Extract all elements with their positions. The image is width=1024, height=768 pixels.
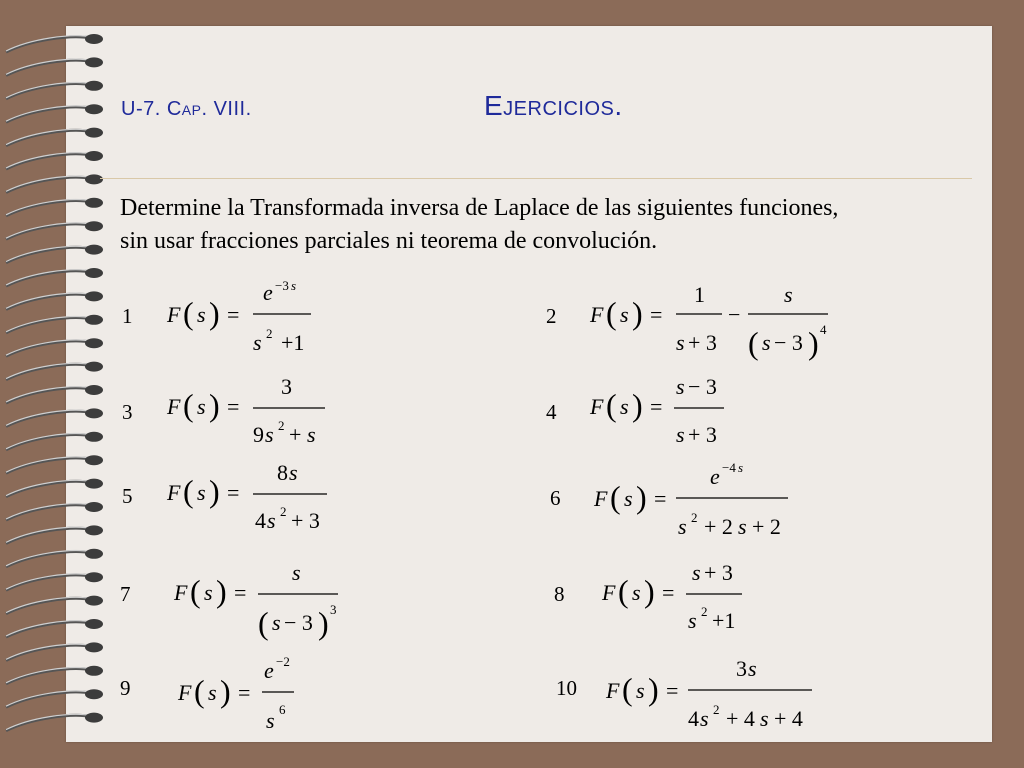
instructions (120, 192, 990, 258)
spiral-ring (6, 174, 103, 192)
svg-text:3: 3 (736, 656, 747, 681)
spiral-ring (6, 572, 103, 590)
svg-text:+1: +1 (712, 608, 736, 633)
svg-text:(: ( (183, 295, 194, 331)
spiral-ring (6, 642, 103, 660)
svg-text:F: F (174, 580, 188, 605)
spiral-ring (6, 104, 103, 122)
svg-text:s: s (265, 422, 274, 447)
svg-text:2: 2 (701, 604, 708, 619)
exercise-number-3: 3 (122, 400, 133, 424)
svg-text:s: s (197, 302, 206, 327)
svg-text:F: F (590, 302, 604, 327)
exercise-number-4: 4 (546, 400, 557, 424)
svg-text:): ) (644, 573, 655, 609)
svg-text:s: s (676, 422, 685, 447)
svg-text:s: s (272, 610, 281, 635)
svg-text:s: s (307, 422, 316, 447)
svg-text:s: s (676, 374, 685, 399)
svg-text:s: s (738, 514, 747, 539)
svg-text:s: s (197, 480, 206, 505)
instructions-line-2: sin usar fracciones parciales ni teorema de convolución. (120, 228, 658, 254)
svg-text:3: 3 (281, 374, 292, 399)
svg-text:(: ( (618, 573, 629, 609)
svg-text:2: 2 (266, 326, 273, 341)
svg-text:(: ( (606, 295, 617, 331)
svg-text:−: − (728, 302, 741, 327)
spiral-binding (0, 0, 120, 768)
svg-text:=: = (654, 486, 667, 511)
spiral-ring (6, 315, 103, 333)
svg-text:F: F (606, 678, 620, 703)
svg-text:+1: +1 (281, 330, 305, 355)
svg-text:2: 2 (280, 504, 287, 519)
svg-text:(: ( (190, 573, 201, 609)
svg-text:s: s (784, 282, 793, 307)
exercise-number-9: 9 (120, 676, 131, 700)
exercise-number-5: 5 (122, 484, 133, 508)
svg-text:=: = (666, 678, 679, 703)
svg-text:e: e (710, 464, 720, 489)
svg-text:s: s (267, 508, 276, 533)
svg-text:=: = (238, 680, 251, 705)
spiral-ring (6, 151, 103, 169)
svg-text:+: + (289, 422, 302, 447)
svg-text:(: ( (194, 673, 205, 709)
svg-text:): ) (209, 387, 220, 423)
svg-text:=: = (650, 302, 663, 327)
svg-text:F: F (594, 486, 608, 511)
svg-text:s: s (748, 656, 757, 681)
spiral-ring (6, 81, 103, 99)
unit-heading: U-7. Cap. VIII. (121, 98, 252, 120)
formula-7 (172, 556, 352, 646)
exercise-number-8: 8 (554, 582, 565, 606)
svg-text:s: s (760, 706, 769, 731)
svg-text:4: 4 (255, 508, 266, 533)
svg-text:=: = (650, 394, 663, 419)
svg-text:F: F (590, 394, 604, 419)
svg-text:6: 6 (279, 702, 286, 717)
spiral-ring (6, 479, 103, 497)
svg-text:s: s (620, 394, 629, 419)
svg-text:+ 2: + 2 (704, 514, 733, 539)
svg-text:F: F (602, 580, 616, 605)
formula-5 (165, 456, 345, 536)
svg-text:e: e (263, 280, 273, 305)
formula-4 (588, 370, 748, 450)
formula-2 (588, 278, 848, 368)
svg-text:2: 2 (713, 702, 720, 717)
svg-text:+ 4: + 4 (774, 706, 803, 731)
svg-text:s: s (289, 460, 298, 485)
svg-text:): ) (318, 605, 329, 641)
svg-text:=: = (227, 394, 240, 419)
spiral-ring (6, 666, 103, 684)
svg-text:): ) (632, 295, 643, 331)
svg-text:): ) (209, 473, 220, 509)
svg-text:(: ( (748, 325, 759, 361)
spiral-ring (6, 596, 103, 614)
svg-text:F: F (167, 480, 181, 505)
svg-text:F: F (167, 302, 181, 327)
header-divider (100, 178, 972, 179)
svg-text:− 3: − 3 (688, 374, 717, 399)
spiral-ring (6, 362, 103, 380)
svg-text:s: s (688, 608, 697, 633)
svg-text:s: s (253, 330, 262, 355)
svg-text:s: s (204, 580, 213, 605)
svg-text:s: s (624, 486, 633, 511)
svg-text:s: s (208, 680, 217, 705)
page-title: Ejercicios. (484, 90, 623, 121)
svg-text:9: 9 (253, 422, 264, 447)
svg-text:(: ( (183, 387, 194, 423)
svg-text:s: s (676, 330, 685, 355)
formula-3 (165, 370, 345, 450)
svg-text:=: = (227, 480, 240, 505)
svg-text:(: ( (606, 387, 617, 423)
svg-text:s: s (678, 514, 687, 539)
svg-text:F: F (178, 680, 192, 705)
svg-text:s: s (636, 678, 645, 703)
exercise-number-7: 7 (120, 582, 131, 606)
svg-text:=: = (227, 302, 240, 327)
svg-text:(: ( (610, 479, 621, 515)
svg-text:3: 3 (330, 602, 337, 617)
spiral-ring (6, 689, 103, 707)
svg-text:s: s (292, 560, 301, 585)
svg-text:s: s (700, 706, 709, 731)
svg-text:8: 8 (277, 460, 288, 485)
svg-text:2: 2 (691, 510, 698, 525)
spiral-ring (6, 245, 103, 263)
svg-text:s: s (738, 460, 744, 475)
spiral-ring (6, 525, 103, 543)
svg-text:−3: −3 (275, 278, 289, 293)
svg-text:): ) (636, 479, 647, 515)
exercise-number-2: 2 (546, 304, 557, 328)
spiral-ring (6, 619, 103, 637)
spiral-ring (6, 291, 103, 309)
formula-1 (165, 278, 335, 358)
formula-9 (176, 652, 316, 736)
svg-text:+ 3: + 3 (688, 422, 717, 447)
spiral-ring (6, 128, 103, 146)
spiral-ring (6, 455, 103, 473)
svg-text:4: 4 (820, 322, 827, 337)
svg-text:+ 3: + 3 (291, 508, 320, 533)
svg-text:=: = (234, 580, 247, 605)
svg-text:−2: −2 (276, 654, 290, 669)
exercise-number-1: 1 (122, 304, 133, 328)
spiral-ring (6, 408, 103, 426)
svg-text:− 3: − 3 (774, 330, 803, 355)
svg-text:s: s (291, 278, 297, 293)
svg-text:e: e (264, 658, 274, 683)
svg-text:(: ( (183, 473, 194, 509)
svg-text:+ 4: + 4 (726, 706, 755, 731)
svg-text:− 3: − 3 (284, 610, 313, 635)
instructions-line-1: Determine la Transformada inversa de Laplace de las siguientes funciones, (120, 195, 839, 221)
formula-8 (600, 556, 770, 636)
svg-text:s: s (632, 580, 641, 605)
spiral-ring (6, 34, 103, 52)
spiral-ring (6, 198, 103, 216)
exercise-number-10: 10 (556, 676, 577, 700)
spiral-ring (6, 432, 103, 450)
svg-text:s: s (620, 302, 629, 327)
svg-text:(: ( (258, 605, 269, 641)
spiral-ring (6, 338, 103, 356)
svg-text:1: 1 (694, 282, 705, 307)
svg-text:(: ( (622, 671, 633, 707)
formula-6 (592, 458, 802, 542)
svg-text:): ) (808, 325, 819, 361)
svg-text:+ 3: + 3 (704, 560, 733, 585)
svg-text:): ) (209, 295, 220, 331)
svg-text:): ) (216, 573, 227, 609)
formula-10 (604, 650, 824, 734)
svg-text:s: s (266, 708, 275, 733)
spiral-ring (6, 221, 103, 239)
spiral-ring (6, 385, 103, 403)
svg-text:+ 3: + 3 (688, 330, 717, 355)
svg-text:=: = (662, 580, 675, 605)
svg-text:F: F (167, 394, 181, 419)
exercise-number-6: 6 (550, 486, 561, 510)
svg-text:): ) (220, 673, 231, 709)
svg-text:s: s (197, 394, 206, 419)
spiral-ring (6, 502, 103, 520)
spiral-ring (6, 549, 103, 567)
spiral-ring (6, 713, 103, 731)
svg-text:4: 4 (688, 706, 699, 731)
svg-text:): ) (648, 671, 659, 707)
svg-text:s: s (692, 560, 701, 585)
svg-text:−4: −4 (722, 460, 736, 475)
svg-text:s: s (762, 330, 771, 355)
svg-text:): ) (632, 387, 643, 423)
svg-text:+ 2: + 2 (752, 514, 781, 539)
spiral-ring (6, 268, 103, 286)
spiral-ring (6, 57, 103, 75)
svg-text:2: 2 (278, 418, 285, 433)
